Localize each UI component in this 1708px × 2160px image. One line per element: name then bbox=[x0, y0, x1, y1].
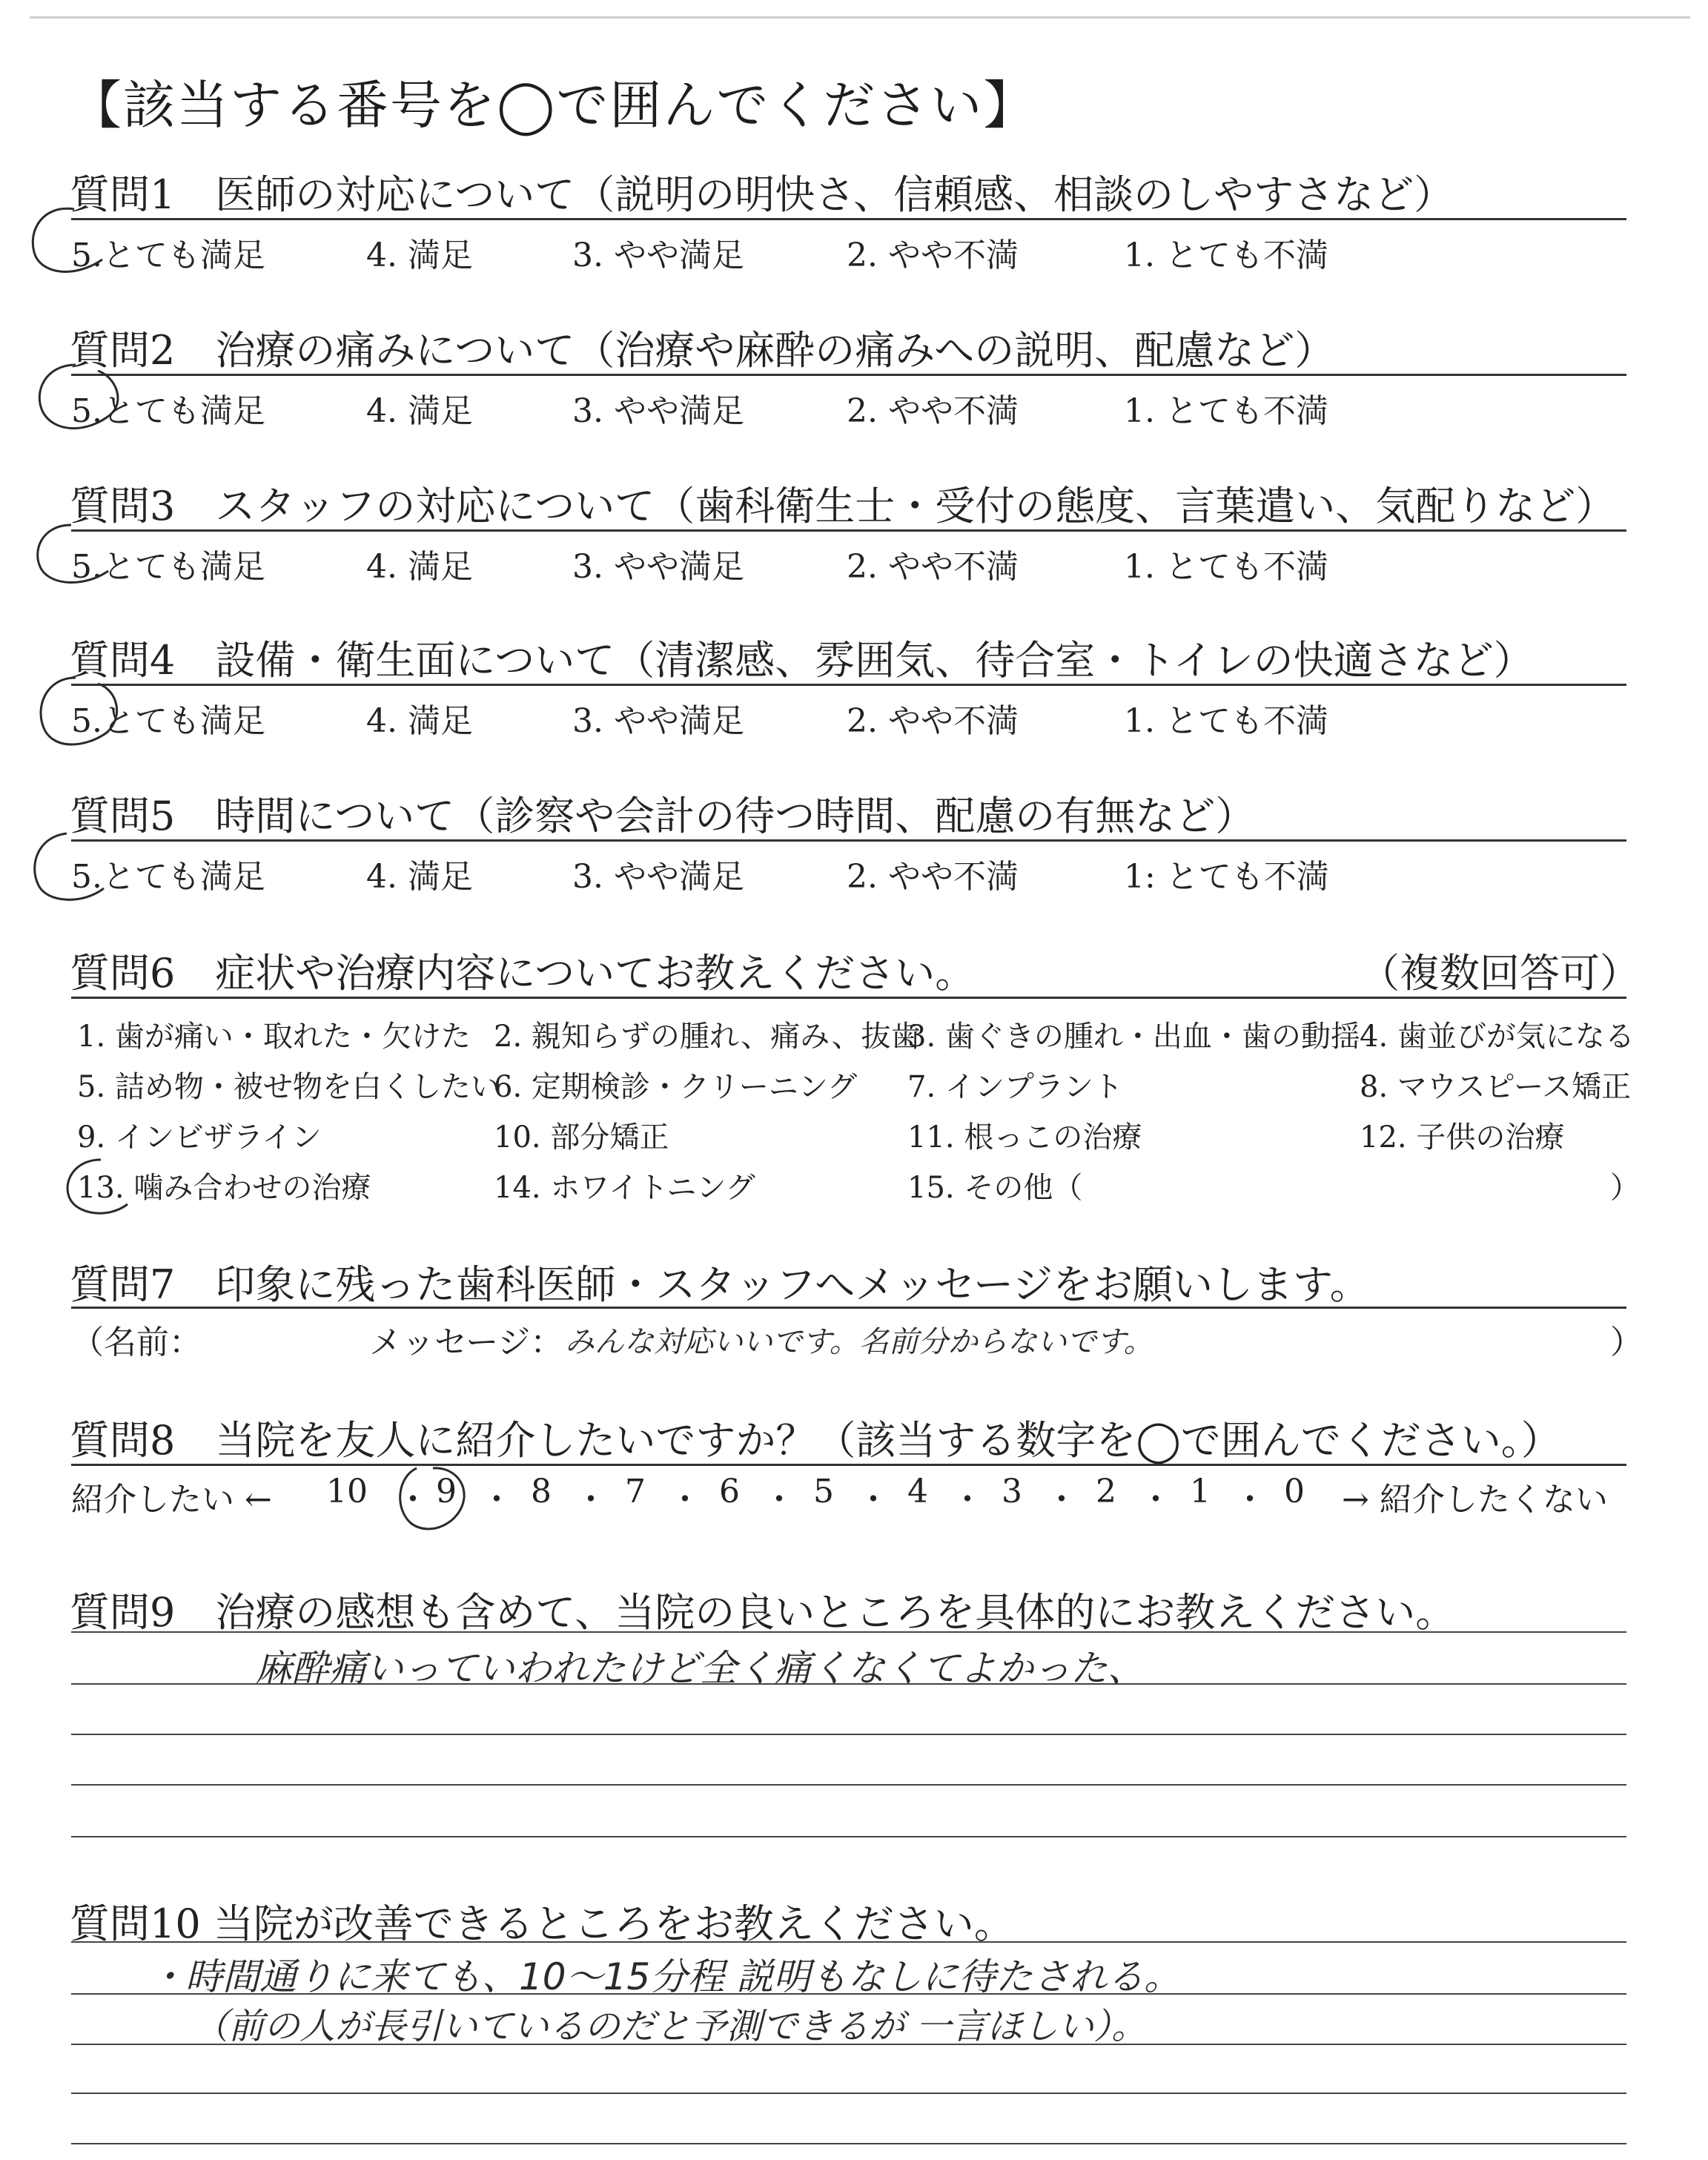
question-10-label: 質問10 当院が改善できるところをお教えください。 bbox=[70, 1900, 1014, 1947]
score-10[interactable]: 10 bbox=[326, 1473, 368, 1510]
q1-option-5[interactable]: 5.とても満足 bbox=[71, 237, 265, 274]
answer-line bbox=[71, 1941, 1626, 1943]
question-1-label: 質問1 医師の対応について（説明の明快さ、信頼感、相談のしやすさなど） bbox=[70, 171, 1454, 218]
question-7-rule bbox=[71, 1307, 1626, 1309]
q6-option-13-selection-circle bbox=[56, 1152, 145, 1226]
answer-line bbox=[71, 2044, 1626, 2045]
score-3[interactable]: 3 bbox=[1002, 1473, 1022, 1510]
q3-option-1[interactable]: 1. とても不満 bbox=[1124, 548, 1328, 586]
page-top-border bbox=[30, 16, 1690, 19]
q6-option-8[interactable]: 8. マウスピース矯正 bbox=[1360, 1070, 1632, 1104]
q6-option-2[interactable]: 2. 親知らずの腫れ、痛み、抜歯 bbox=[494, 1020, 921, 1054]
q6-option-14[interactable]: 14. ホワイトニング bbox=[494, 1171, 755, 1205]
question-2-label: 質問2 治療の痛みについて（治療や麻酔の痛みへの説明、配慮など） bbox=[70, 327, 1335, 374]
q3-option-3[interactable]: 3. やや満足 bbox=[572, 548, 744, 586]
score-separator-dot: ・ bbox=[857, 1481, 890, 1519]
question-6-rule bbox=[71, 997, 1626, 999]
q3-selection-circle bbox=[27, 516, 130, 598]
question-8-rule bbox=[71, 1464, 1626, 1466]
q4-selection-circle bbox=[27, 667, 130, 771]
score-9[interactable]: 9 bbox=[436, 1473, 457, 1510]
q6-option-1[interactable]: 1. 歯が痛い・取れた・欠けた bbox=[77, 1020, 471, 1054]
answer-line bbox=[71, 2143, 1626, 2144]
q2-option-4[interactable]: 4. 満足 bbox=[366, 392, 473, 430]
q3-option-2[interactable]: 2. やや不満 bbox=[847, 548, 1019, 586]
score-separator-dot: ・ bbox=[951, 1481, 984, 1519]
q10-handwritten-answer-line-2[interactable]: （前の人が長引いているのだと予測できるが 一言ほしい）。 bbox=[193, 2006, 1148, 2047]
q2-option-2[interactable]: 2. やや不満 bbox=[847, 392, 1019, 430]
q6-option-12[interactable]: 12. 子供の治療 bbox=[1360, 1120, 1565, 1155]
answer-line bbox=[71, 1631, 1626, 1633]
score-8[interactable]: 8 bbox=[531, 1473, 552, 1510]
answer-line bbox=[71, 1784, 1626, 1786]
q1-option-2[interactable]: 2. やや不満 bbox=[847, 237, 1019, 274]
answer-line bbox=[71, 1836, 1626, 1837]
question-4-rule bbox=[71, 684, 1626, 686]
q6-option-13[interactable]: 13. 噛み合わせの治療 bbox=[77, 1171, 371, 1205]
score-0[interactable]: 0 bbox=[1284, 1473, 1305, 1510]
question-9-label: 質問9 治療の感想も含めて、当院の良いところを具体的にお教えください。 bbox=[70, 1589, 1456, 1636]
q6-option-15[interactable]: 15. その他（ bbox=[907, 1171, 1083, 1205]
q1-option-4[interactable]: 4. 満足 bbox=[366, 237, 473, 274]
score-separator-dot: ・ bbox=[669, 1481, 701, 1519]
q1-option-1[interactable]: 1. とても不満 bbox=[1124, 237, 1328, 274]
score-separator-dot: ・ bbox=[480, 1481, 513, 1519]
q5-selection-circle bbox=[22, 823, 126, 919]
score-5[interactable]: 5 bbox=[813, 1473, 834, 1510]
message-close-paren: ） bbox=[1610, 1324, 1643, 1361]
score-1[interactable]: 1 bbox=[1190, 1473, 1211, 1510]
q4-option-5[interactable]: 5.とても満足 bbox=[71, 702, 265, 740]
score-separator-dot: ・ bbox=[1234, 1481, 1266, 1519]
recommend-left-label: 紹介したい ← bbox=[71, 1481, 272, 1519]
message-label: メッセージ： bbox=[369, 1324, 563, 1361]
question-2-rule bbox=[71, 374, 1626, 376]
score-6[interactable]: 6 bbox=[719, 1473, 740, 1510]
question-1-rule bbox=[71, 218, 1626, 220]
q2-option-1[interactable]: 1. とても不満 bbox=[1124, 392, 1328, 430]
question-7-label: 質問7 印象に残った歯科医師・スタッフへメッセージをお願いします。 bbox=[70, 1261, 1370, 1308]
answer-line bbox=[71, 1683, 1626, 1685]
q3-option-5[interactable]: 5.とても満足 bbox=[71, 548, 265, 586]
q2-selection-circle bbox=[27, 354, 130, 451]
q6-option-3[interactable]: 3. 歯ぐきの腫れ・出血・歯の動揺 bbox=[907, 1020, 1360, 1054]
answer-line bbox=[71, 2093, 1626, 2094]
q6-option-11[interactable]: 11. 根っこの治療 bbox=[907, 1120, 1142, 1155]
message-handwritten[interactable]: みんな対応いいです。名前分からないです。 bbox=[565, 1325, 1153, 1359]
question-3-label: 質問3 スタッフの対応について（歯科衛生士・受付の態度、言葉遣い、気配りなど） bbox=[70, 483, 1616, 529]
q5-option-1[interactable]: 1: とても不満 bbox=[1124, 858, 1329, 896]
q2-option-3[interactable]: 3. やや満足 bbox=[572, 392, 744, 430]
q6-other-close-paren: ） bbox=[1610, 1171, 1640, 1205]
score-7[interactable]: 7 bbox=[625, 1473, 646, 1510]
question-5-rule bbox=[71, 839, 1626, 842]
question-8-label: 質問8 当院を友人に紹介したいですか？（該当する数字を◯で囲んでください。） bbox=[70, 1417, 1561, 1464]
form-title: 【該当する番号を◯で囲んでください】 bbox=[70, 75, 1037, 136]
q6-option-10[interactable]: 10. 部分矯正 bbox=[494, 1120, 669, 1155]
question-3-rule bbox=[71, 529, 1626, 532]
q2-option-5[interactable]: 5.とても満足 bbox=[71, 392, 265, 430]
q6-option-6[interactable]: 6. 定期検診・クリーニング bbox=[494, 1070, 858, 1104]
answer-line bbox=[71, 1993, 1626, 1995]
q1-option-3[interactable]: 3. やや満足 bbox=[572, 237, 744, 274]
score-separator-dot: ・ bbox=[1045, 1481, 1078, 1519]
q6-option-9[interactable]: 9. インビザライン bbox=[77, 1120, 322, 1155]
question-5-label: 質問5 時間について（診察や会計の待つ時間、配慮の有無など） bbox=[70, 793, 1256, 839]
q6-option-7[interactable]: 7. インプラント bbox=[907, 1070, 1123, 1104]
name-label: （名前： bbox=[71, 1324, 202, 1361]
q9-handwritten-answer[interactable]: 麻酔痛いっていわれたけど全く痛くなくてよかった、 bbox=[255, 1647, 1145, 1690]
q10-handwritten-answer-line-1[interactable]: ・時間通りに来ても、10〜15分程 説明もなしに待たされる。 bbox=[148, 1955, 1182, 1998]
q4-option-2[interactable]: 2. やや不満 bbox=[847, 702, 1019, 740]
score-separator-dot: ・ bbox=[1139, 1481, 1172, 1519]
score-4[interactable]: 4 bbox=[907, 1473, 928, 1510]
q3-option-4[interactable]: 4. 満足 bbox=[366, 548, 473, 586]
multi-answer-note: （複数回答可） bbox=[1360, 950, 1640, 997]
q5-option-2[interactable]: 2. やや不満 bbox=[847, 858, 1019, 896]
score-2[interactable]: 2 bbox=[1096, 1473, 1116, 1510]
q1-selection-circle bbox=[22, 200, 126, 289]
score-separator-dot: ・ bbox=[575, 1481, 607, 1519]
q6-option-4[interactable]: 4. 歯並びが気になる bbox=[1360, 1020, 1635, 1054]
q4-option-1[interactable]: 1. とても不満 bbox=[1124, 702, 1328, 740]
q5-option-5[interactable]: 5.とても満足 bbox=[71, 858, 265, 896]
q5-option-4[interactable]: 4. 満足 bbox=[366, 858, 473, 896]
q4-option-3[interactable]: 3. やや満足 bbox=[572, 702, 744, 740]
question-4-label: 質問4 設備・衛生面について（清潔感、雰囲気、待合室・トイレの快適さなど） bbox=[70, 637, 1534, 684]
q6-option-5[interactable]: 5. 詰め物・被せ物を白くしたい bbox=[77, 1070, 500, 1104]
score-separator-dot: ・ bbox=[763, 1481, 795, 1519]
q8-score-9-selection-circle bbox=[387, 1459, 476, 1541]
answer-line bbox=[71, 1734, 1626, 1735]
recommend-right-label: → 紹介したくない bbox=[1342, 1481, 1608, 1519]
score-separator-dot: ・ bbox=[397, 1481, 429, 1519]
q5-option-3[interactable]: 3. やや満足 bbox=[572, 858, 744, 896]
q4-option-4[interactable]: 4. 満足 bbox=[366, 702, 473, 740]
question-6-label: 質問6 症状や治療内容についてお教えください。 bbox=[70, 950, 976, 997]
